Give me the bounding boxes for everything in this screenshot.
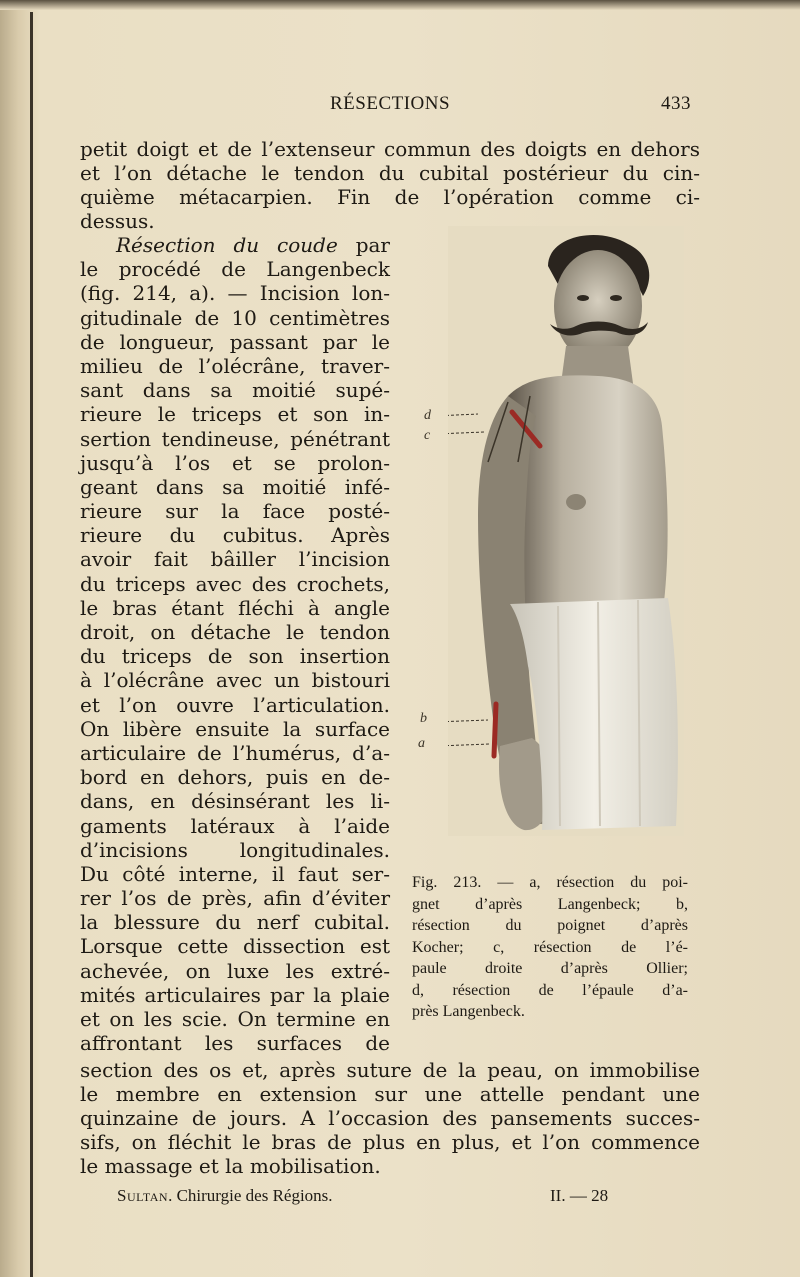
figure-photo xyxy=(448,226,684,836)
figure-label-c: c xyxy=(424,428,431,443)
caption-line: Kocher; c, résection de l’é- xyxy=(412,938,688,956)
text-line: rieure du cubitus. Après xyxy=(80,523,390,548)
text-line: rieure le triceps et son in- xyxy=(80,402,390,427)
text-line: jusqu’à l’os et se prolon- xyxy=(80,450,390,475)
footer-signature xyxy=(117,1186,333,1206)
text-line: milieu de l’olécrâne, traver- xyxy=(80,353,390,378)
paragraph-bottom xyxy=(80,1058,700,1178)
running-head xyxy=(0,93,800,121)
text-line: bord en dehors, puis en de- xyxy=(80,765,390,790)
page-number: 433 xyxy=(661,93,691,114)
figure-213 xyxy=(448,226,684,836)
text-line: avoir fait bâiller l’incision xyxy=(80,547,390,572)
running-title: RÉSECTIONS xyxy=(330,93,451,114)
caption-line: paule droite d’après Ollier; xyxy=(412,960,688,977)
paragraph-top xyxy=(80,137,700,233)
caption-line: résection du poignet d’après xyxy=(412,917,688,934)
footer-volume: II. — 28 xyxy=(550,1186,609,1205)
text-line: Du côté interne, il faut ser- xyxy=(80,861,390,886)
caption-line: Fig. 213. — a, résection du poi- xyxy=(412,874,688,891)
section-heading-line xyxy=(80,233,390,257)
text-line: du triceps de son insertion xyxy=(80,644,390,669)
binding-edge xyxy=(30,12,33,1277)
text-line: sertion tendineuse, pénétrant xyxy=(80,426,390,451)
left-column-text xyxy=(80,233,390,1055)
text-line: le massage et la mobilisation. xyxy=(80,1154,381,1178)
caption-line: d, résection de l’épaule d’a- xyxy=(412,981,688,999)
text-line: d’incisions longitudinales. xyxy=(80,837,390,862)
text-line: sant dans sa moitié supé- xyxy=(80,378,390,403)
text-line: dessus. xyxy=(80,209,155,233)
text-line: mités articulaires par la plaie xyxy=(80,982,390,1007)
page-top-shadow xyxy=(0,0,800,10)
text-line: droit, on détache le tendon xyxy=(80,620,390,644)
text-line: le procédé de Langenbeck xyxy=(80,257,390,282)
text-line: dans, en désinsérant les li- xyxy=(80,789,390,814)
text-line: de longueur, passant par le xyxy=(80,329,390,354)
page-footer xyxy=(0,1186,800,1212)
text-line: affrontant les surfaces de xyxy=(80,1031,390,1056)
text-line: (fig. 214, a). — Incision lon- xyxy=(80,281,390,306)
text-line: petit doigt et de l’extenseur commun des doigts en dehors xyxy=(80,137,700,161)
section-heading: Résection du coude xyxy=(116,233,338,257)
text-line: quième métacarpien. Fin de l’opération comme ci- xyxy=(80,185,700,209)
footer-book: . Chirurgie des Régions. xyxy=(168,1186,333,1205)
figure-caption xyxy=(412,872,688,1023)
text-line: du triceps avec des crochets, xyxy=(80,571,390,596)
footer-author: Sultan xyxy=(117,1186,169,1205)
figure-label-d: d xyxy=(424,408,431,423)
text-line: section des os et, après suture de la peau, on immobilise xyxy=(80,1058,700,1082)
text-line: articulaire de l’humérus, d’a- xyxy=(80,740,390,765)
text-line: rer l’os de près, afin d’éviter xyxy=(80,886,390,911)
text-line: et on les scie. On termine en xyxy=(80,1007,390,1031)
text-line: gaments latéraux à l’aide xyxy=(80,813,390,838)
text-line: quinzaine de jours. A l’occasion des pansements succes- xyxy=(80,1106,700,1130)
heading-tail: par xyxy=(337,233,390,257)
text-line: rieure sur la face posté- xyxy=(80,499,390,524)
text-line: le membre en extension sur une attelle pendant une xyxy=(80,1082,700,1106)
text-line: On libère ensuite la surface xyxy=(80,716,390,741)
text-line: à l’olécrâne avec un bistouri xyxy=(80,668,390,693)
text-line: sifs, on fléchit le bras de plus en plus, et l’on commence xyxy=(80,1130,700,1154)
caption-line: gnet d’après Langenbeck; b, xyxy=(412,895,688,913)
text-line: geant dans sa moitié infé- xyxy=(80,474,390,499)
text-line: Lorsque cette dissection est xyxy=(80,934,390,959)
text-line: la blessure du nerf cubital. xyxy=(80,910,390,935)
figure-label-b: b xyxy=(420,711,427,726)
figure-label-a: a xyxy=(418,736,425,751)
text-line: le bras étant fléchi à angle xyxy=(80,595,390,620)
caption-line: près Langenbeck. xyxy=(412,1003,525,1020)
text-line: et l’on détache le tendon du cubital postérieur du cin- xyxy=(80,161,700,185)
text-line: et l’on ouvre l’articulation. xyxy=(80,692,390,717)
text-line: achevée, on luxe les extré- xyxy=(80,958,390,983)
text-line: gitudinale de 10 centimètres xyxy=(80,305,390,330)
